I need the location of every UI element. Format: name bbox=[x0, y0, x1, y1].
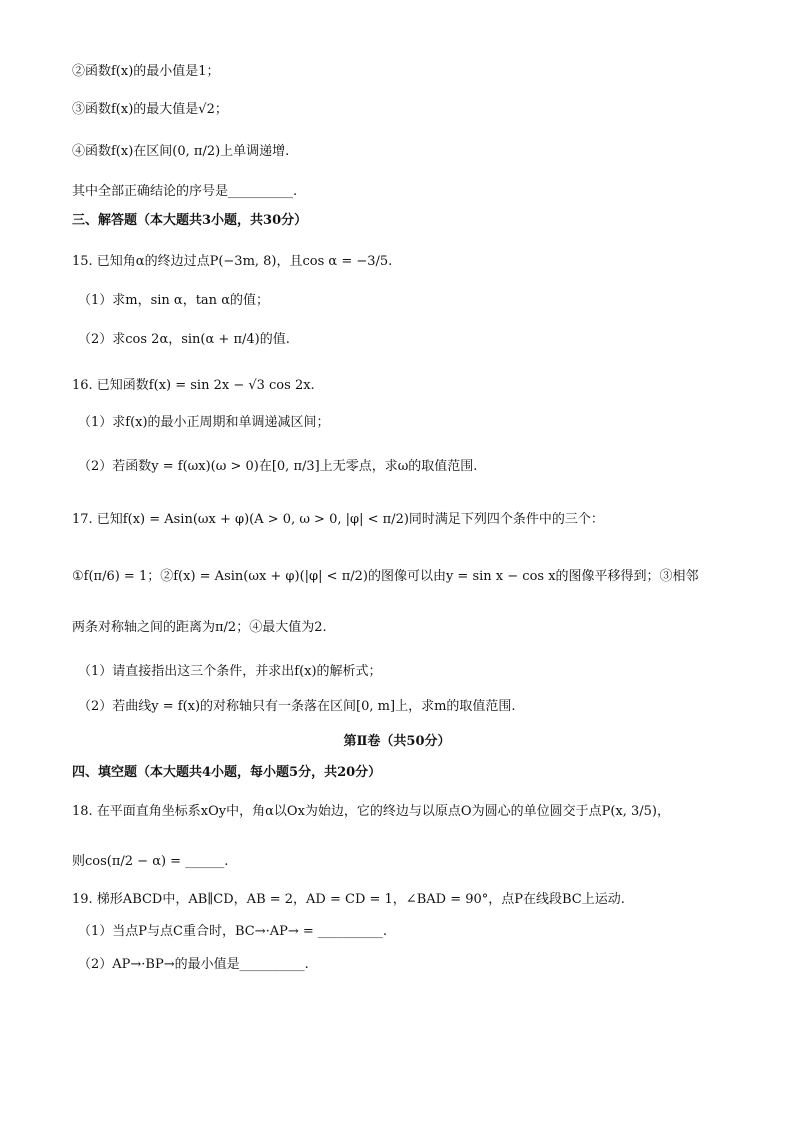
q15-sub1: （1）求m，sin α，tan α的值； bbox=[78, 293, 269, 308]
condition-3: ③函数f(x)的最大值是√2； bbox=[72, 102, 228, 117]
condition-2: ②函数f(x)的最小值是1； bbox=[72, 64, 220, 79]
part4-heading: 四、填空题（本大题共4小题，每小题5分，共20分） bbox=[72, 765, 382, 780]
q17-stem: 17. 已知f(x) = Asin(ωx + φ)(A > 0, ω > 0, |φ| < π/2)同时满足下列四个条件中的三个： bbox=[72, 512, 604, 527]
volume2-heading: 第Ⅱ卷（共50分） bbox=[343, 734, 451, 749]
q15-stem: 15. 已知角α的终边过点P(−3m, 8)，且cos α = −3/5. bbox=[72, 254, 393, 269]
answer-prompt: 其中全部正确结论的序号是__________. bbox=[72, 184, 298, 199]
q16-sub1: （1）求f(x)的最小正周期和单调递减区间； bbox=[78, 415, 330, 430]
q19-sub1: （1）当点P与点C重合时，BC→·AP→ = __________. bbox=[78, 924, 388, 939]
q17-sub1: （1）请直接指出这三个条件，并求出f(x)的解析式； bbox=[78, 664, 382, 679]
q15-sub2: （2）求cos 2α，sin(α + π/4)的值. bbox=[78, 332, 290, 347]
part3-heading: 三、解答题（本大题共3小题，共30分） bbox=[72, 213, 308, 228]
q16-sub2: （2）若函数y = f(ωx)(ω > 0)在[0, π/3]上无零点，求ω的取值范围. bbox=[78, 459, 478, 474]
q17-conditions-line2: 两条对称轴之间的距离为π/2；④最大值为2. bbox=[72, 620, 327, 635]
q19-stem: 19. 梯形ABCD中，AB∥CD，AB = 2，AD = CD = 1，∠BAD = 90°，点P在线段BC上运动. bbox=[72, 892, 625, 907]
q18-line1: 18. 在平面直角坐标系xOy中，角α以Ox为始边，它的终边与以原点O为圆心的单位圆交于点P(x, 3/5)， bbox=[72, 804, 670, 819]
q16-stem: 16. 已知函数f(x) = sin 2x − √3 cos 2x. bbox=[72, 378, 315, 393]
q19-sub2: （2）AP→·BP→的最小值是__________. bbox=[78, 957, 309, 972]
q17-conditions-line1: ①f(π/6) = 1；②f(x) = Asin(ωx + φ)(|φ| < π/2)的图像可以由y = sin x − cos x的图像平移得到；③相邻 bbox=[72, 569, 699, 584]
condition-4: ④函数f(x)在区间(0, π/2)上单调递增. bbox=[72, 144, 290, 159]
q17-sub2: （2）若曲线y = f(x)的对称轴只有一条落在区间[0, m]上，求m的取值范围. bbox=[78, 699, 516, 714]
q18-line2: 则cos(π/2 − α) = ______. bbox=[72, 854, 229, 869]
